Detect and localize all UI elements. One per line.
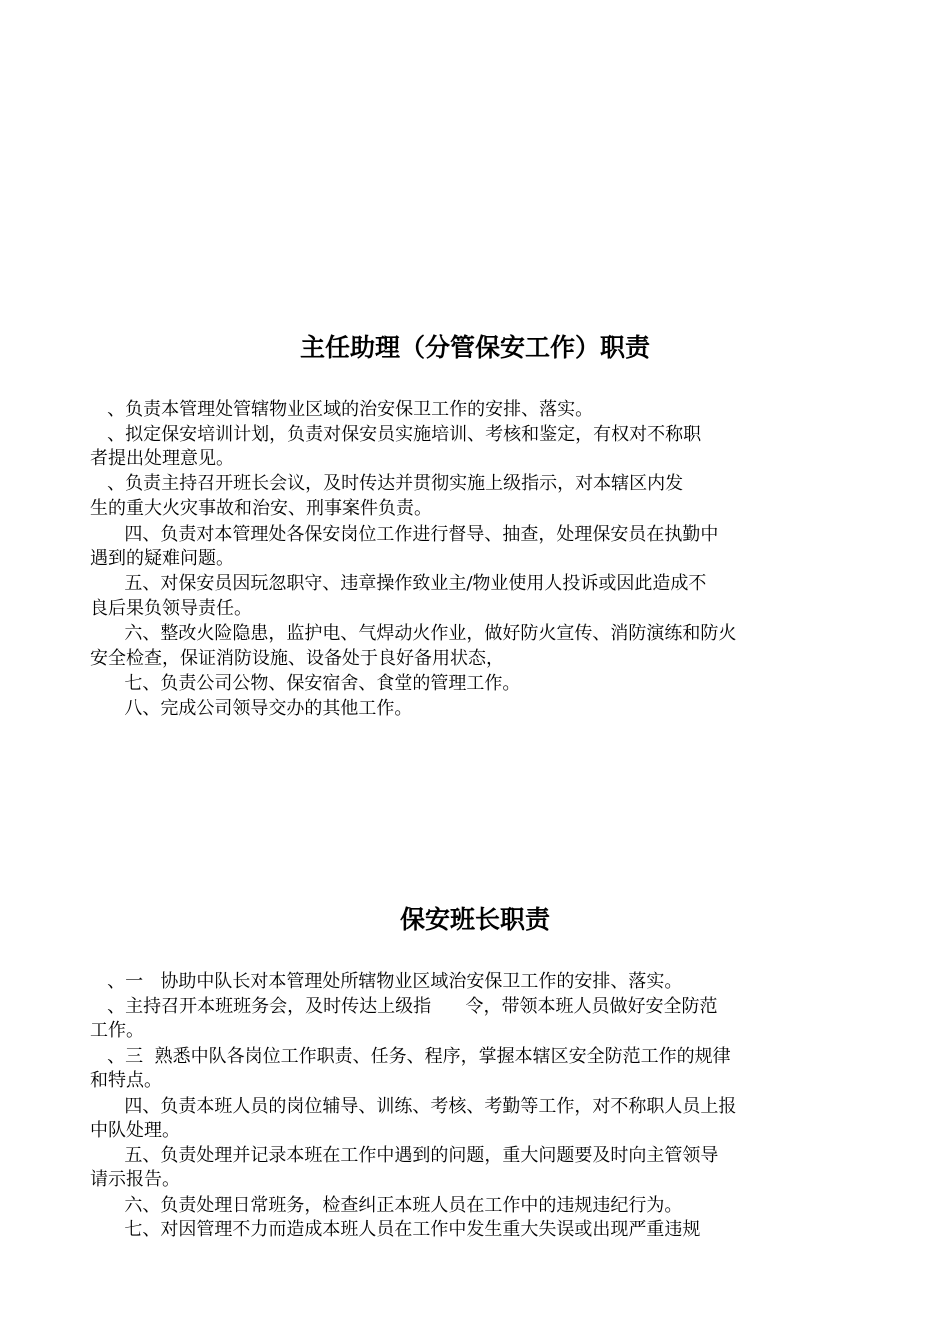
section-2-line: 、三 熟悉中队各岗位工作职责、任务、程序，掌握本辖区安全防范工作的规律 <box>90 1046 731 1067</box>
section-1-line: 、拟定保安培训计划，负责对保安员实施培训、考核和鉴定，有权对不称职 <box>90 424 702 445</box>
section-1-line: 安全检查，保证消防设施、设备处于良好备用状态， <box>90 648 504 669</box>
section-1-line: 四、负责对本管理处各保安岗位工作进行督导、抽查，处理保安员在执勤中 <box>90 524 719 545</box>
section-2-line: 中队处理。 <box>90 1120 180 1141</box>
section-2-line: 请示报告。 <box>90 1169 180 1190</box>
section-2-line: 工作。 <box>90 1020 144 1041</box>
section-1-line: 六、整改火险隐患，监护电、气焊动火作业，做好防火宣传、消防演练和防火 <box>90 623 737 644</box>
section-2-title: 保安班长职责 <box>399 905 550 934</box>
section-1-line: 者提出处理意见。 <box>90 448 234 469</box>
section-1-line: 、负责主持召开班长会议，及时传达并贯彻实施上级指示，对本辖区内发 <box>90 473 684 494</box>
section-1-title: 主任助理（分管保安工作）职责 <box>299 333 650 362</box>
section-1-line: 遇到的疑难问题。 <box>90 548 234 569</box>
section-1-line: 八、完成公司领导交办的其他工作。 <box>90 698 413 719</box>
section-2-line: 五、负责处理并记录本班在工作中遇到的问题，重大问题要及时向主管领导 <box>90 1145 719 1166</box>
section-2-line: 和特点。 <box>90 1070 162 1091</box>
section-2-line: 六、负责处理日常班务，检查纠正本班人员在工作中的违规违纪行为。 <box>90 1195 683 1216</box>
section-1-line: 生的重大火灾事故和治安、刑事案件负责。 <box>90 498 432 519</box>
section-1-line: 良后果负领导责任。 <box>90 598 252 619</box>
section-1-line: 、负责本管理处管辖物业区域的治安保卫工作的安排、落实。 <box>90 399 594 420</box>
section-2-line: 、主持召开本班班务会，及时传达上级指 令，带领本班人员做好安全防范 <box>90 996 718 1017</box>
section-2-line: 、一 协助中队长对本管理处所辖物业区域治安保卫工作的安排、落实。 <box>90 971 683 992</box>
section-1-line: 七、负责公司公物、保安宿舍、食堂的管理工作。 <box>90 673 521 694</box>
section-2-line: 七、对因管理不力而造成本班人员在工作中发生重大失误或出现严重违规 <box>90 1219 701 1240</box>
section-1-line: 五、对保安员因玩忽职守、违章操作致业主/物业使用人投诉或因此造成不 <box>90 573 707 594</box>
section-2-line: 四、负责本班人员的岗位辅导、训练、考核、考勤等工作，对不称职人员上报 <box>90 1096 737 1117</box>
